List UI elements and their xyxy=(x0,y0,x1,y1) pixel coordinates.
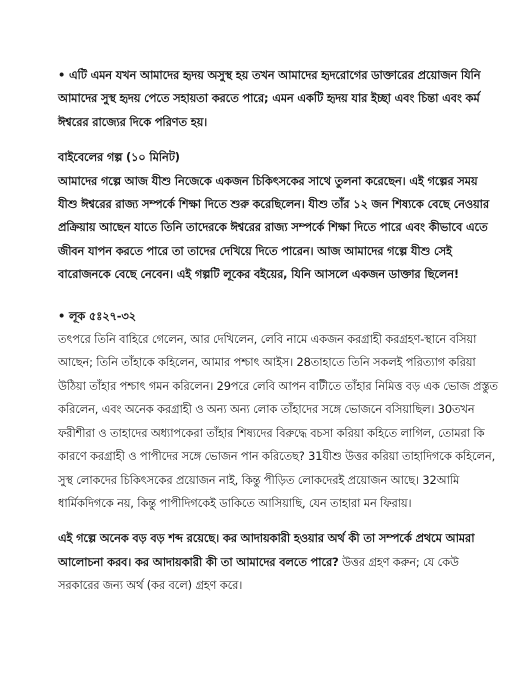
scripture-text: তৎপরে তিনি বাহিরে গেলেন, আর দেখিলেন, লেবি নামে একজন করগ্রাহী করগ্রহণ-স্থানে বসিয়া আছেন; তিনি তাঁহাকে কহিলেন, আমার পশ্চাৎ আইস। 28তাহাতে তিনি সকলই পরিত্যাগ করিয়া উঠিয়া তাঁহার পশ্চাৎ গমন করিলেন। 29পরে লেবি আপন বাটীতে তাঁহার নিমিত্ত বড় এক ভোজ প্রস্তুত করিলেন, এবং অনেক করগ্রাহী ও অন্য অন্য লোক তাঁহাদের সঙ্গে ভোজনে বসিয়াছিল। 30তখন ফরীশীরা ও তাহাদের অধ্যাপকেরা তাঁহার শিষ্যদের বিরুদ্ধে বচসা করিয়া কহিতে লাগিল, তোমরা কি কারণে করগ্রাহী ও পাপীদের সঙ্গে ভোজন পান করিতেছ? 31যীশু উত্তর করিয়া তাহাদিগকে কহিলেন, সুস্থ লোকদের চিকিৎসকের প্রয়োজন নাই, কিন্তু পীড়িত লোকদেরই প্রয়োজন আছে। 32আমি ধার্মিকদিগকে নয়, কিন্তু পাপীদিগকেই ডাকিতে আসিয়াছি, যেন তাহারা মন ফিরায়। xyxy=(58,332,498,510)
discussion-question: এই গল্পে অনেক বড় বড় শব্দ রয়েছে। কর আদায়কারী হওয়ার অর্থ কী তা সম্পর্কে প্রথমে আমরা আলোচনা করব। কর আদায়কারী কী তা আমাদের বলতে পারে? xyxy=(58,531,475,569)
discussion-answer: উত্তর গ্রহণ করুন; যে কেউ সরকারের জন্য অর্থ (কর বলে) গ্রহণ করে। xyxy=(58,554,459,593)
story-heading: বাইবেলের গল্প (১০ মিনিট) xyxy=(58,150,180,165)
scripture-reference: • লূক ৫ঃ২৭-৩২ xyxy=(58,308,136,323)
discussion-paragraph xyxy=(58,527,500,597)
intro-paragraph: • এটি এমন যখন আমাদের হৃদয় অসুস্থ হয় তখন আমাদের হৃদরোগের ডাক্তারের প্রয়োজন যিনি আমাদের সুস্থ হৃদয় পেতে সহায়তা করতে পারে; এমন একটি হৃদয় যার ইচ্ছা এবং চিন্তা এবং কর্ম ঈশ্বরের রাজ্যের দিকে পরিণত হয়। xyxy=(58,68,481,129)
story-body: আমাদের গল্পে আজ যীশু নিজেকে একজন চিকিৎসকের সাথে তুলনা করেছেন। এই গল্পের সময় যীশু ঈশ্বরের রাজ্য সম্পর্কে শিক্ষা দিতে শুরু করেছিলেন। যীশু তাঁর ১২ জন শিষ্যকে বেছে নেওয়ার প্রক্রিয়ায় আছেন যাতে তিনি তাদেরকে ঈশ্বরের রাজ্য সম্পর্কে শিক্ষা দিতে পারে এবং কীভাবে এতে জীবন যাপন করতে পারে তা তাদের দেখিয়ে দিতে পারেন। আজ আমাদের গল্পে যীশু সেই বারোজনকে বেছে নেবেন। এই গল্পটি লূকের বইয়ের, যিনি আসলে একজন ডাক্তার ছিলেন! xyxy=(58,173,489,282)
